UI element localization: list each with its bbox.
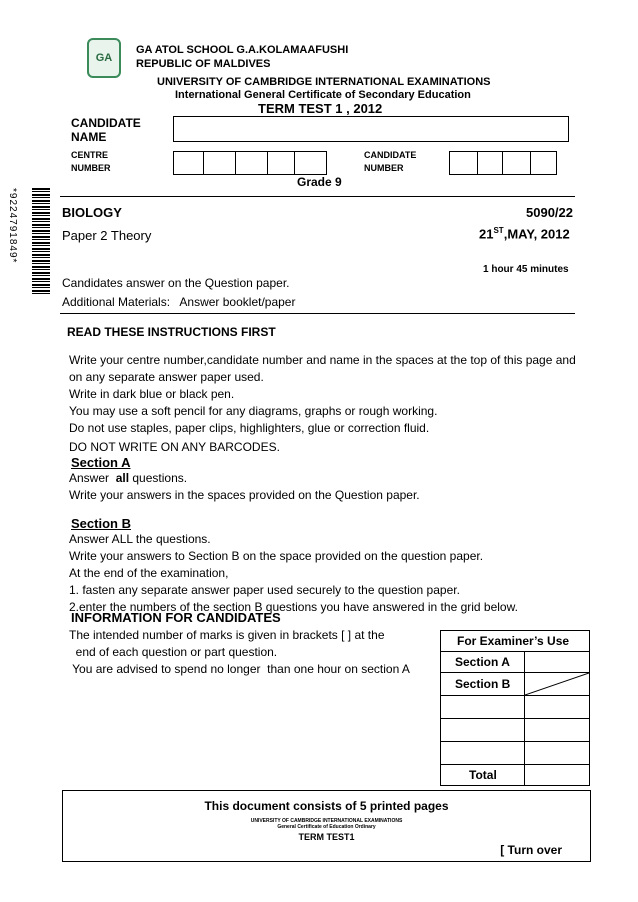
instruction-line: DO NOT WRITE ON ANY BARCODES. (69, 440, 280, 454)
barcode-number: *9224791849* (7, 188, 18, 264)
instruction-line: Write your centre number,candidate number and name in the spaces at the top of this page and (69, 353, 576, 367)
examiner-score-cell[interactable] (525, 696, 590, 719)
candidate-name-label-line2: NAME (71, 130, 107, 144)
materials-value: Answer booklet/paper (179, 295, 296, 309)
materials (62, 295, 295, 309)
candidate-number-label-line1: CANDIDATE (364, 150, 417, 160)
barcode (32, 188, 50, 296)
examiner-score-cell[interactable] (525, 719, 590, 742)
centre-digit-box[interactable] (173, 151, 203, 175)
info-text (69, 627, 410, 678)
centre-label-line2: NUMBER (71, 163, 111, 171)
footer-box (62, 790, 591, 862)
candidate-name-label (71, 116, 141, 144)
pages-count: This document consists of 5 printed pages (204, 799, 449, 813)
examiner-section-b: Section B (441, 673, 525, 696)
footer-small-line: UNIVERSITY OF CAMBRIDGE INTERNATIONAL EXAMINATIONS (250, 818, 403, 824)
section-b-line: At the end of the examination, (69, 566, 229, 580)
section-b-heading: Section B (71, 516, 131, 531)
duration: 1 hour 45 minutes (483, 264, 569, 275)
test-title: TERM TEST 1 , 2012 (258, 101, 383, 116)
examiner-blank-row (441, 696, 525, 719)
section-b-line: 2.enter the numbers of the section B questions you have answered in the grid below. (69, 600, 518, 614)
info-line: You are advised to spend no longer than one hour on section A (69, 662, 410, 676)
examiner-score-cell-crossed (525, 673, 590, 696)
candidate-name-field[interactable] (173, 116, 569, 142)
date-month-year: ,MAY, 2012 (503, 226, 570, 242)
examiner-title: For Examiner’s Use (441, 631, 590, 652)
examiner-total-label: Total (441, 765, 525, 786)
centre-digit-box[interactable] (294, 151, 327, 175)
footer-small-line: General Certificate of Education Ordinary (277, 824, 376, 830)
paper-code: 5090/22 (526, 205, 573, 220)
candidate-digit-box[interactable] (502, 151, 530, 175)
certificate-name: International General Certificate of Secondary Education (175, 89, 471, 101)
examiner-score-cell[interactable] (525, 742, 590, 765)
examiner-total-cell[interactable] (525, 765, 590, 786)
date-day: 21 (479, 226, 494, 242)
candidate-digit-box[interactable] (530, 151, 557, 175)
candidate-digit-box[interactable] (477, 151, 502, 175)
instruction-line: Write in dark blue or black pen. (69, 387, 235, 401)
candidate-number-label-line2: NUMBER (364, 163, 404, 173)
country-name: REPUBLIC OF MALDIVES (136, 58, 271, 70)
grade-label: Grade 9 (297, 175, 342, 189)
diagonal-cross-line (525, 673, 589, 695)
materials-label: Additional Materials: (62, 295, 171, 309)
info-line: end of each question or part question. (69, 645, 278, 659)
board-name: UNIVERSITY OF CAMBRIDGE INTERNATIONAL EXAMINATIONS (157, 76, 491, 88)
section-a-all: all (115, 471, 130, 485)
subject-name: BIOLOGY (62, 205, 122, 220)
instruction-line: Do not use staples, paper clips, highlighters, glue or correction fluid. (69, 421, 430, 435)
section-b-line: 1. fasten any separate answer paper used securely to the question paper. (69, 583, 460, 597)
centre-digit-box[interactable] (203, 151, 235, 175)
candidate-number-boxes[interactable] (449, 151, 557, 175)
examiner-blank-row (441, 742, 525, 765)
turn-over: [ Turn over (500, 843, 562, 857)
answer-instruction: Candidates answer on the Question paper. (62, 276, 290, 290)
centre-label-line1: CENTRE (71, 150, 109, 160)
examiner-score-cell[interactable] (525, 652, 590, 673)
centre-digit-box[interactable] (267, 151, 294, 175)
centre-digit-box[interactable] (235, 151, 267, 175)
examiner-table (440, 630, 590, 786)
exam-date (479, 226, 570, 241)
info-line: The intended number of marks is given in brackets [ ] at the (69, 628, 385, 642)
school-logo (87, 38, 121, 78)
footer-small-text (63, 818, 590, 830)
section-b-line: Answer ALL the questions. (69, 532, 211, 546)
section-a-line1 (69, 470, 420, 487)
examiner-blank-row (441, 719, 525, 742)
section-a-heading: Section A (71, 455, 131, 470)
section-b-text (69, 531, 518, 616)
section-b-line: Write your answers to Section B on the space provided on the question paper. (69, 549, 484, 563)
instruction-line: You may use a soft pencil for any diagrams, graphs or rough working. (69, 404, 438, 418)
candidate-digit-box[interactable] (449, 151, 477, 175)
info-heading: INFORMATION FOR CANDIDATES (71, 610, 281, 625)
candidate-name-label-line1: CANDIDATE (71, 116, 141, 130)
section-a-questions: questions. (132, 471, 188, 485)
instructions-list (69, 352, 576, 456)
section-a-text (69, 470, 420, 504)
examiner-section-a: Section A (441, 652, 525, 673)
section-a-answer: Answer (69, 471, 110, 485)
logo-text: GA (95, 52, 113, 64)
instructions-heading: READ THESE INSTRUCTIONS FIRST (67, 325, 276, 339)
instruction-line: on any separate answer paper used. (69, 370, 264, 384)
centre-number-label (71, 149, 111, 171)
candidate-number-label (364, 149, 416, 175)
footer-term-test: TERM TEST1 (298, 832, 355, 842)
school-name: GA ATOL SCHOOL G.A.KOLAMAAFUSHI (136, 44, 349, 56)
date-suffix: ST (493, 226, 504, 235)
section-a-line2: Write your answers in the spaces provided on the Question paper. (69, 488, 420, 502)
centre-number-boxes[interactable] (173, 151, 327, 175)
paper-title: Paper 2 Theory (62, 228, 152, 243)
